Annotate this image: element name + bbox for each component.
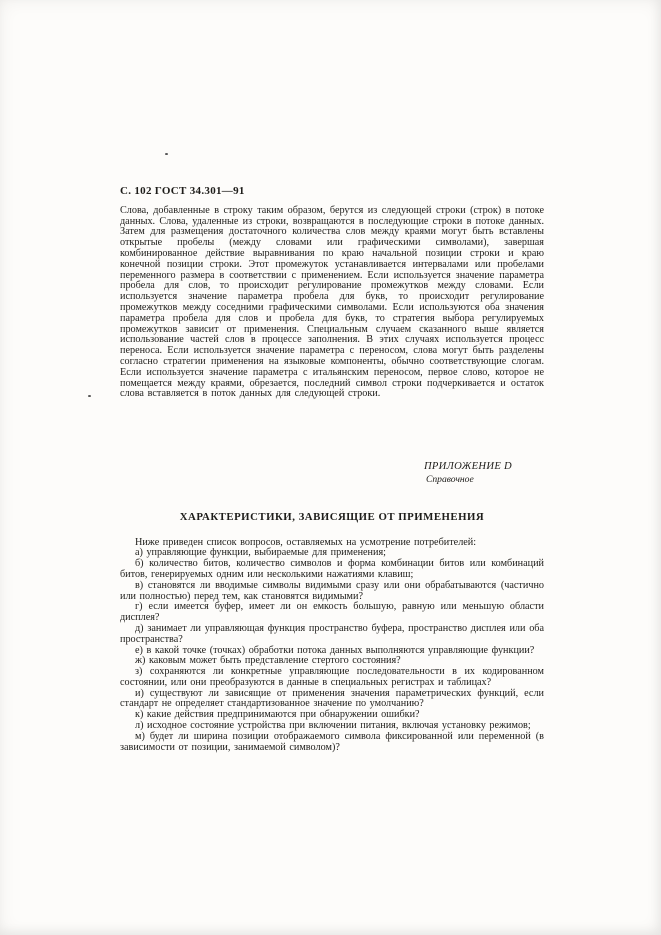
list-item-b: б) количество битов, количество символов и форма комбинации битов или комбинаций битов, генерируемых одним или несколькими нажатиями клавиш; [120, 558, 544, 580]
list-item-v: в) становятся ли вводимые символы видимыми сразу или они обрабатываются (частично или полностью) перед тем, как становятся видимыми? [120, 579, 544, 602]
page-header: С. 102 ГОСТ 34.301—91 [120, 185, 245, 197]
list-item-z: з) сохраняются ли конкретные управляющие последовательности в их кодированном состоянии, или они преобразуются в данные в специальных регистрах и таблицах? [120, 666, 544, 688]
list-item-g: г) если имеется буфер, имеет ли он емкость большую, равную или меньшую области дисплея? [120, 601, 544, 624]
list-item-k: к) какие действия предпринимаются при обнаружении ошибки? [135, 709, 420, 721]
list-item-m: м) будет ли ширина позиции отображаемого символа фиксированной или переменной (в зависимости от позиции, занимаемой символом)? [120, 730, 544, 753]
list-item-i: и) существуют ли зависящие от применения значения параметрических функций, если стандарт не определяет стандартизованное значение по умолчанию? [120, 687, 544, 710]
page-content [120, 186, 544, 753]
list-item-e: е) в какой точке (точках) обработки потока данных выполняются управляющие функции? [135, 644, 535, 656]
list-item-a: а) управляющие функции, выбираемые для применения; [135, 547, 386, 559]
appendix-block [424, 462, 512, 486]
scan-speck [165, 153, 168, 155]
list-item-l: л) исходное состояние устройства при включении питания, включая установку режимов; [135, 720, 531, 732]
fill-justify-paragraph: Слова, добавленные в строку таким образом, берутся из следующей строки (строк) в потоке данных. Слова, удаленные из строки, возвращаются в последующие строки в потоке данных. Затем для размещения достаточного количества слов между краями могут быть вставлены открытые пробелы (между словами или графическими символами), завершая комбинированное действие выравнивания по краю начальной позиции строки и краю конечной позиции строки. Этот промежуток устанавливается интервалами или пробелами переменного размера в соответствии с применением. Если используется значение параметра пробела для слов, то происходит регулирование промежутков между словами. Если используется значение параметра пробела для букв, то происходит регулирование промежутков между соседними графическими символами. Если используются оба значения параметра пробела для слов и пробела для букв, то стратегия выбора регулируемых промежутков зависит от применения. Специальным случаем сказанного выше является использование частей слов в процессе заполнения. В этих случаях используется процесс переноса. Если используется значение параметра с переносом, слова могут быть разделены согласно стратегии применения на языковые компоненты, обычно соответствующие слогам. Если используется значение параметра с итальянским переносом, первое слово, которое не помещается между краями, обрезается, последний символ строки подчеркивается и остаток слова вставляется в поток данных для следующей строки. [120, 204, 544, 400]
list-item-d: д) занимает ли управляющая функция пространство буфера, пространство дисплея или оба пространства? [120, 622, 544, 645]
list-item-zh: ж) каковым может быть представление стертого состояния? [135, 655, 401, 667]
section-title: ХАРАКТЕРИСТИКИ, ЗАВИСЯЩИЕ ОТ ПРИМЕНЕНИЯ [179, 510, 485, 523]
scan-speck [88, 395, 91, 397]
intro-paragraph: Ниже приведен список вопросов, оставляемых на усмотрение потребителей: [135, 536, 477, 548]
appendix-subtitle: Справочное [425, 473, 474, 485]
appendix-label: ПРИЛОЖЕНИЕ D [423, 461, 512, 473]
